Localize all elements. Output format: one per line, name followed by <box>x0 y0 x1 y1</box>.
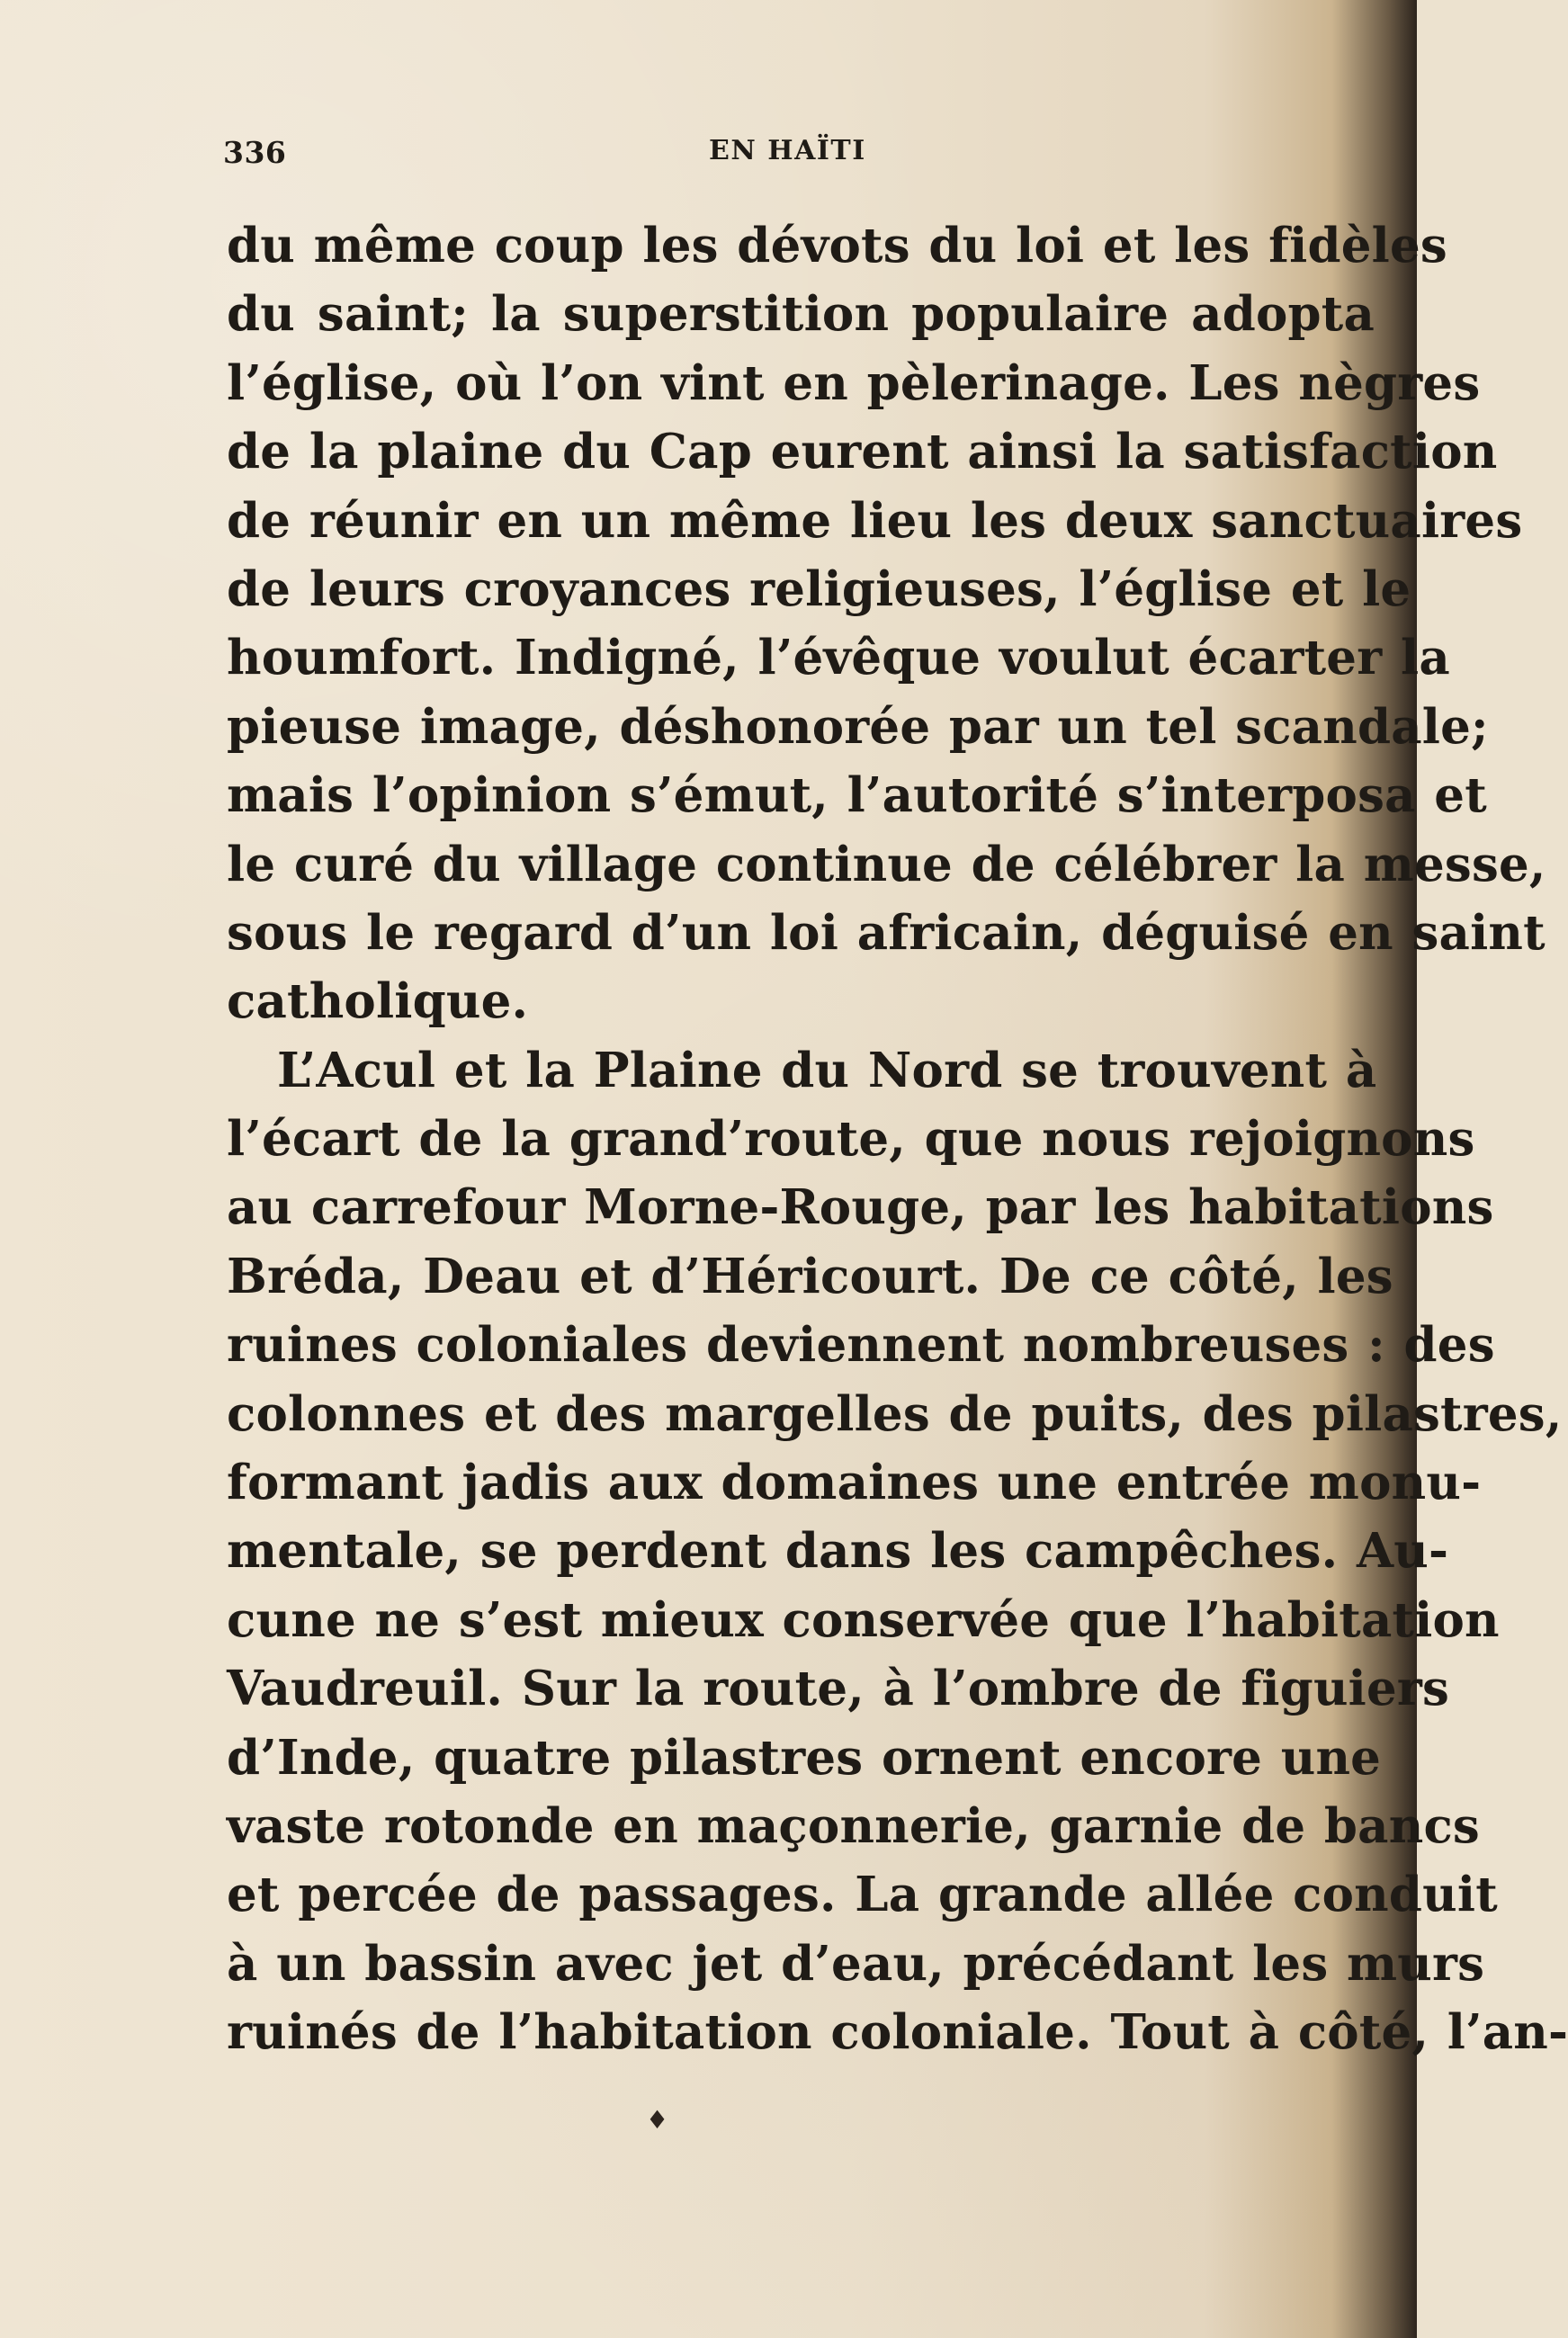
text-line: de réunir en un même lieu les deux sanctuaires <box>227 492 1523 549</box>
text-line: de la plaine du Cap eurent ainsi la satisfaction <box>227 424 1498 480</box>
text-line: du saint; la superstition populaire adopta <box>227 286 1375 343</box>
text-line: Bréda, Deau et d’Héricourt. De ce côté, les <box>227 1248 1393 1304</box>
text-line: le curé du village continue de célébrer la messe, <box>227 836 1546 892</box>
text-line: colonnes et des margelles de puits, des pilastres, <box>227 1385 1563 1442</box>
text-line: Vaudreuil. Sur la route, à l’ombre de figuiers <box>227 1661 1450 1717</box>
text-line: mais l’opinion s’émut, l’autorité s’interposa et <box>227 767 1487 824</box>
text-line: mentale, se perdent dans les campêches. Au- <box>227 1523 1449 1580</box>
text-line: houmfort. Indigné, l’évêque voulut écarter la <box>227 630 1450 686</box>
text-line: pieuse image, déshonorée par un tel scandale; <box>227 698 1489 755</box>
text-line: de leurs croyances religieuses, l’église et le <box>227 560 1411 617</box>
page-header <box>223 135 1373 173</box>
paragraph-start-line: L’Acul et la Plaine du Nord se trouvent à <box>277 1042 1377 1098</box>
text-line: au carrefour Morne-Rouge, par les habitations <box>227 1179 1494 1236</box>
text-line: ruines coloniales deviennent nombreuses : des <box>227 1317 1495 1374</box>
running-head: EN HAÏTI <box>709 135 866 166</box>
text-line: l’écart de la grand’route, que nous rejoignons <box>227 1111 1475 1168</box>
text-line: ruinés de l’habitation coloniale. Tout à côté, l’an- <box>227 2004 1568 2061</box>
text-line: sous le regard d’un loi africain, déguisé en saint <box>227 904 1546 961</box>
text-line: et percée de passages. La grande allée conduit <box>227 1867 1498 1923</box>
text-block <box>227 211 1568 2102</box>
paragraph-end-line: catholique. <box>227 973 529 1030</box>
diamond-ornament-icon <box>646 2108 664 2133</box>
page-number: 336 <box>223 135 287 170</box>
text-line: à un bassin avec jet d’eau, précédant les murs <box>227 1935 1485 1992</box>
text-line: vaste rotonde en maçonnerie, garnie de bancs <box>227 1797 1480 1854</box>
text-line: d’Inde, quatre pilastres ornent encore une <box>227 1729 1382 1786</box>
text-line: du même coup les dévots du loi et les fidèles <box>227 218 1447 273</box>
text-line: cune ne s’est mieux conservée que l’habitation <box>227 1591 1500 1648</box>
text-line: l’église, où l’on vint en pèlerinage. Les nègres <box>227 354 1481 411</box>
text-line: formant jadis aux domaines une entrée monu- <box>227 1455 1482 1511</box>
